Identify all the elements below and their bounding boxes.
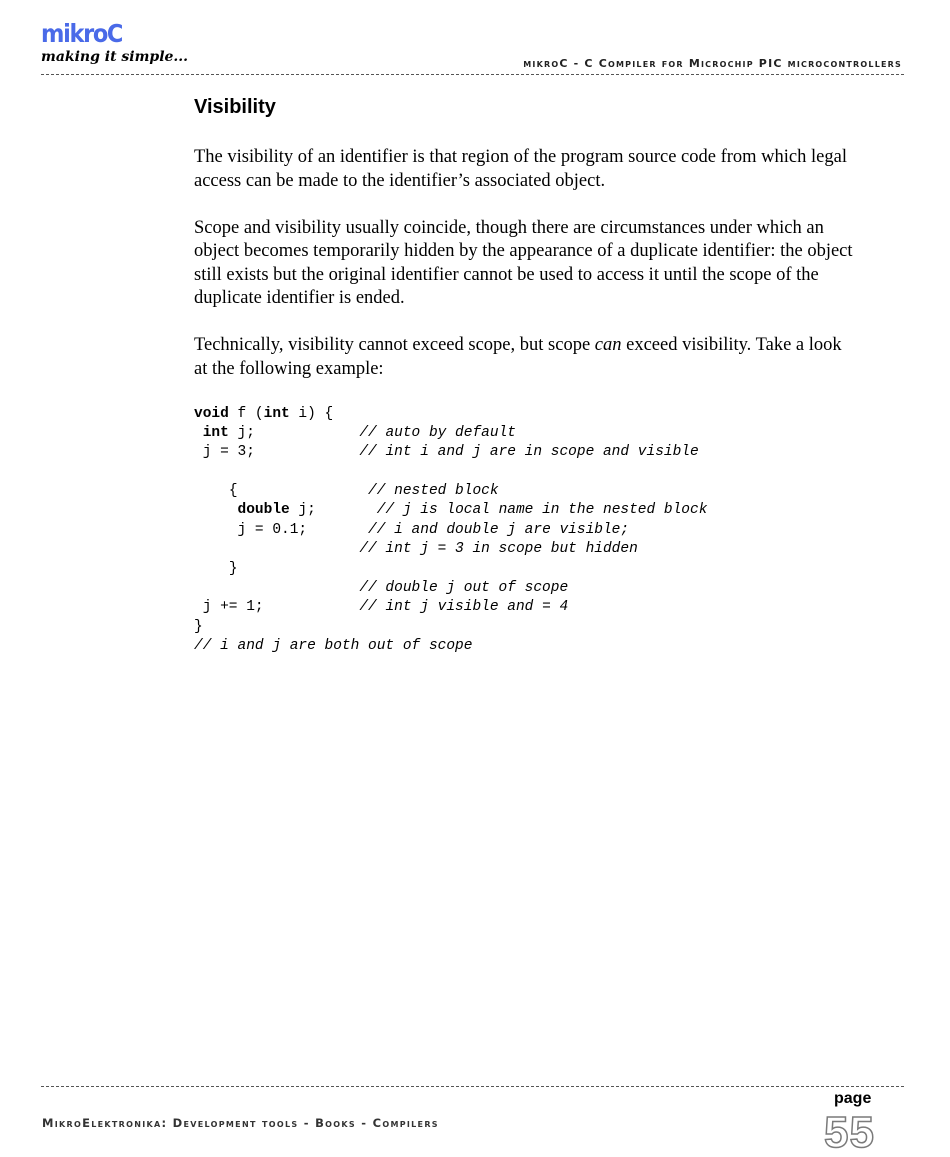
code-line: j += 1; // int j visible and = 4 xyxy=(202,599,569,616)
code-line: // double j out of scope xyxy=(359,580,569,597)
mikroc-logo xyxy=(41,20,188,65)
logo-text: mikroC xyxy=(41,19,123,48)
code-line: j = 0.1; // i and double j are visible; xyxy=(237,521,630,538)
page-label: page xyxy=(834,1090,872,1107)
page-number: 55 xyxy=(824,1108,875,1157)
code-line: int j; // auto by default xyxy=(202,424,516,441)
header-title: mikroC - C Compiler for Microchip PIC microcontrollers xyxy=(523,57,902,70)
page-content xyxy=(194,94,859,657)
code-line: } xyxy=(194,618,203,635)
code-line: double j; // j is local name in the nested block xyxy=(237,502,708,519)
paragraph-1: The visibility of an identifier is that region of the program source code from which legal access can be made to the identifier’s associated object. xyxy=(194,147,847,191)
paragraph-3: Technically, visibility cannot exceed scope, but scope can exceed visibility. Take a look at the following example: xyxy=(194,335,842,379)
emphasis-can: can xyxy=(594,335,622,355)
code-line: void f (int i) { xyxy=(194,405,334,422)
code-line: } xyxy=(228,560,238,577)
section-heading: Visibility xyxy=(194,96,276,118)
code-line xyxy=(194,463,859,482)
footer-divider xyxy=(41,1086,904,1087)
footer-text: MikroElektronika: Development tools - Books - Compilers xyxy=(42,1116,439,1130)
code-line: { // nested block xyxy=(228,483,499,500)
code-block xyxy=(194,405,859,657)
header-divider xyxy=(41,74,904,75)
code-line: // int j = 3 in scope but hidden xyxy=(359,541,638,558)
code-line: j = 3; // int i and j are in scope and visible xyxy=(202,444,699,461)
paragraph-2: Scope and visibility usually coincide, though there are circumstances under which an object becomes temporarily hidden by the appearance of a duplicate identifier: the object still exists but the original identifier cannot be used to access it until the scope of the duplicate identifier is ended. xyxy=(194,217,853,308)
code-line: // i and j are both out of scope xyxy=(194,638,473,655)
logo-tagline: making it simple... xyxy=(41,49,189,65)
